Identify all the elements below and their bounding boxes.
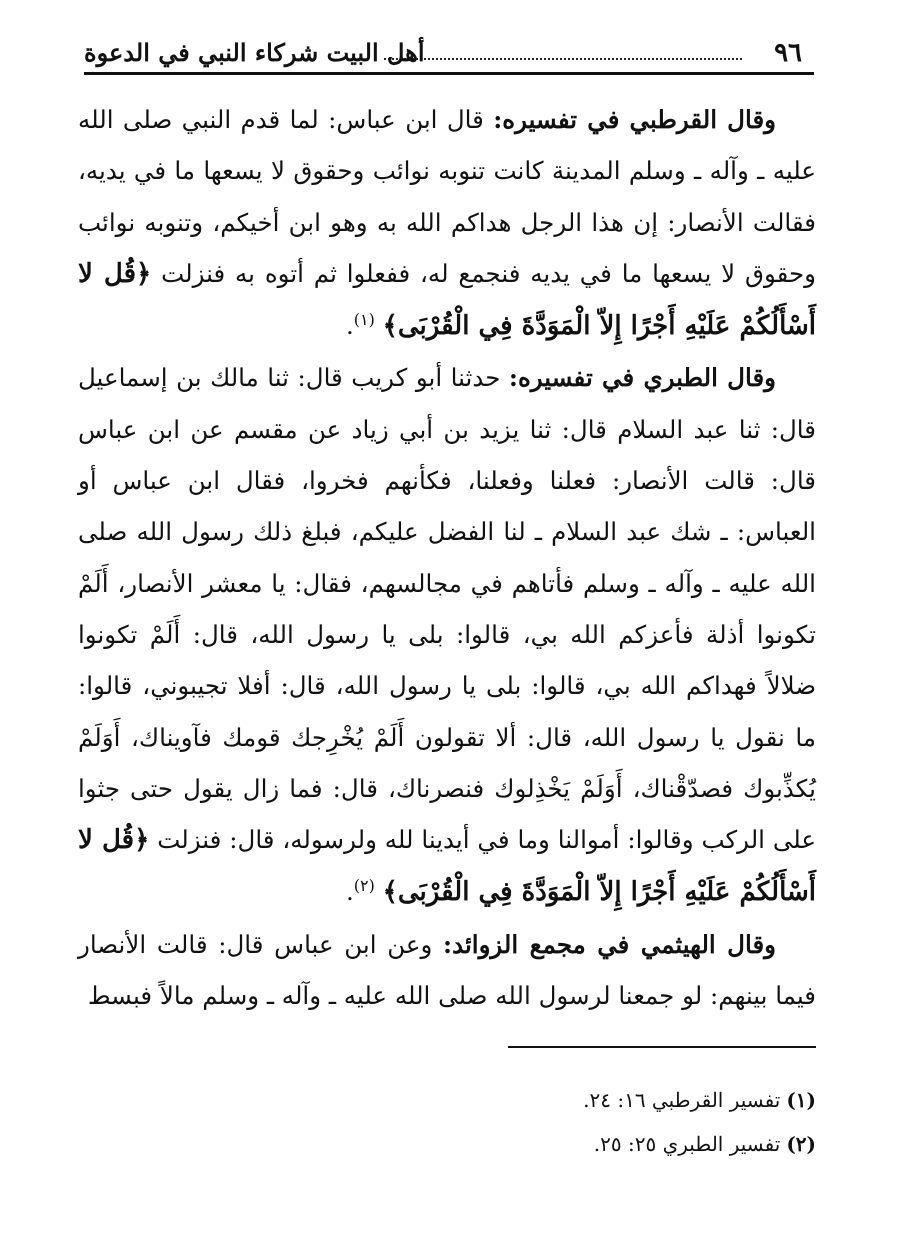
paragraph-text: حدثنا أبو كريب قال: ثنا مالك بن إسماعيل قال: ثنا عبد السلام قال: ثنا يزيد بن أبي زياد عن مقسم عن ابن عباس قال: قالت الأنصار: فعلنا وفعلنا، فكأنهم فخروا، فقال ابن عباس أو العباس: ـ شك عبد السلام ـ لنا الفضل عليكم، فبلغ ذلك رسول الله صلى الله عليه ـ وآله ـ وسلم فأتاهم في مجالسهم، فقال: يا معشر الأنصار، أَلَمْ تكونوا أذلة فأعزكم الله بي، قالوا: بلى يا رسول الله، قال: أَلَمْ تكونوا ضلالاً فهداكم الله بي، قالوا: بلى يا رسول الله، قال: أفلا تجيبوني، قالوا: ما نقول يا رسول الله، قال: ألا تقولون أَلَمْ يُخْرِجك قومك فآويناك، أَوَلَمْ يُكذِّبوك فصدّقْناك، أَوَلَمْ يَخْذِلوك فنصرناك، قال: فما زال يقول حتى جثوا على الركب وقالوا: أموالنا وما في أيدينا لله ولرسوله، قال: فنزلت (78, 363, 817, 855)
footnote-number: (١) (786, 1088, 816, 1112)
page-number: ٩٦ (774, 38, 802, 68)
footnotes (78, 1078, 816, 1166)
paragraph-tabari (78, 352, 816, 918)
header-rule (84, 72, 814, 75)
paragraph-qurtubi (78, 94, 816, 352)
paragraph-text: وعن ابن عباس قال: قالت الأنصار فيما بينهم: لو جمعنا لرسول الله صلى الله عليه ـ وآله ـ وسلم مالاً فبسط (78, 929, 816, 1011)
quran-verse: ﴿قُل لا أَسْأَلُكُمْ عَلَيْهِ أَجْرًا إِلاّ الْمَوَدَّةَ فِي الْقُرْبَى﴾ (78, 258, 816, 342)
footnote-text: تفسير القرطبي ١٦: ٢٤. (583, 1088, 781, 1112)
footnote-ref: (٢) (353, 876, 375, 896)
footnote-number: (٢) (786, 1132, 816, 1156)
running-header-title: أهل البيت شركاء النبي في الدعوة (84, 38, 425, 67)
paragraph-tail: . (345, 877, 354, 907)
footnote-item (78, 1078, 816, 1122)
footnote-ref: (١) (353, 310, 375, 330)
paragraph-tail: . (345, 311, 354, 341)
header-dotted-leader (384, 58, 742, 60)
footnote-text: تفسير الطبري ٢٥: ٢٥. (593, 1132, 781, 1156)
paragraph-lead: وقال الطبري في تفسيره: (508, 363, 776, 393)
footnote-item (78, 1122, 816, 1166)
running-header (84, 36, 814, 76)
paragraph-haythami (78, 919, 816, 1022)
main-text (78, 94, 816, 1021)
footnote-rule (508, 1046, 816, 1048)
paragraph-lead: وقال الهيثمي في مجمع الزوائد: (443, 929, 776, 959)
quran-verse: ﴿قُل لا أَسْأَلُكُمْ عَلَيْهِ أَجْرًا إِلاّ الْمَوَدَّةَ فِي الْقُرْبَى﴾ (78, 825, 816, 908)
paragraph-lead: وقال القرطبي في تفسيره: (493, 105, 776, 134)
paragraph-text: قال ابن عباس: لما قدم النبي صلى الله عليه ـ وآله ـ وسلم المدينة كانت تنوبه نوائب وحقوق لا يسعها ما في يديه، فقالت الأنصار: إن هذا الرجل هداكم الله به وهو ابن أخيكم، وتنوبه نوائب وحقوق لا يسعها ما في يديه فنجمع له، ففعلوا ثم أتوه به فنزلت (78, 105, 816, 288)
